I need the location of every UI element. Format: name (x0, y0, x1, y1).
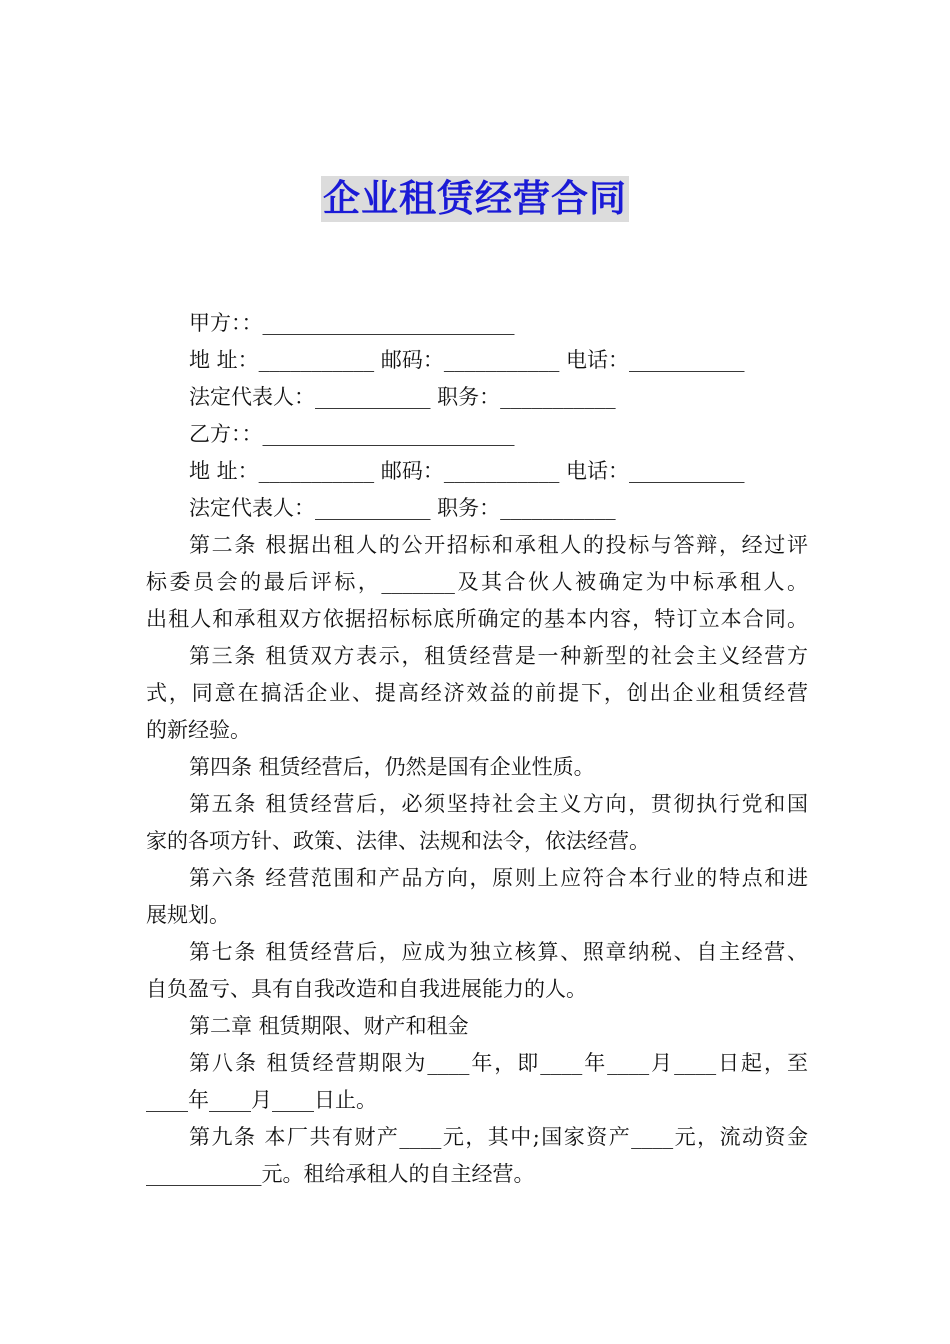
contract-line: 法定代表人：___________ 职务：___________ (189, 496, 616, 520)
contract-line: 甲方：：________________________ (189, 311, 515, 335)
contract-line: 标委员会的最后评标，_______及其合伙人被确定为中标承租人。 (146, 570, 808, 594)
contract-line: 第五条 租赁经营后，必须坚持社会主义方向，贯彻执行党和国 (189, 792, 808, 816)
contract-line: ____年____月____日止。 (146, 1088, 377, 1112)
contract-line: 地 址：___________ 邮码：___________ 电话：___________ (189, 459, 745, 483)
contract-line: 地 址：___________ 邮码：___________ 电话：___________ (189, 348, 745, 372)
contract-line: 出租人和承租双方依据招标标底所确定的基本内容，特订立本合同。 (146, 607, 808, 631)
contract-line: 展规划。 (146, 903, 230, 927)
contract-line: 家的各项方针、政策、法律、法规和法令，依法经营。 (146, 829, 650, 853)
contract-line: 第八条 租赁经营期限为____年，即____年____月____日起，至 (189, 1051, 808, 1075)
document-title: 企业租赁经营合同 (323, 177, 627, 220)
contract-line: 第二章 租赁期限、财产和租金 (189, 1014, 469, 1038)
contract-body (146, 305, 808, 1193)
title-container (0, 176, 950, 222)
contract-line: 的新经验。 (146, 718, 251, 742)
contract-line: 乙方：：________________________ (189, 422, 515, 446)
contract-line: 第七条 租赁经营后，应成为独立核算、照章纳税、自主经营、 (189, 940, 808, 964)
contract-line: ___________元。租给承租人的自主经营。 (146, 1162, 535, 1186)
contract-line: 法定代表人：___________ 职务：___________ (189, 385, 616, 409)
contract-line: 第二条 根据出租人的公开招标和承租人的投标与答辩，经过评 (189, 533, 808, 557)
contract-line: 自负盈亏、具有自我改造和自我进展能力的人。 (146, 977, 587, 1001)
contract-line: 式，同意在搞活企业、提高经济效益的前提下，创出企业租赁经营 (146, 681, 808, 705)
contract-line: 第四条 租赁经营后，仍然是国有企业性质。 (189, 755, 595, 779)
contract-line: 第六条 经营范围和产品方向，原则上应符合本行业的特点和进 (189, 866, 808, 890)
contract-line: 第九条 本厂共有财产____元，其中;国家资产____元，流动资金 (189, 1125, 808, 1149)
contract-line: 第三条 租赁双方表示，租赁经营是一种新型的社会主义经营方 (189, 644, 808, 668)
